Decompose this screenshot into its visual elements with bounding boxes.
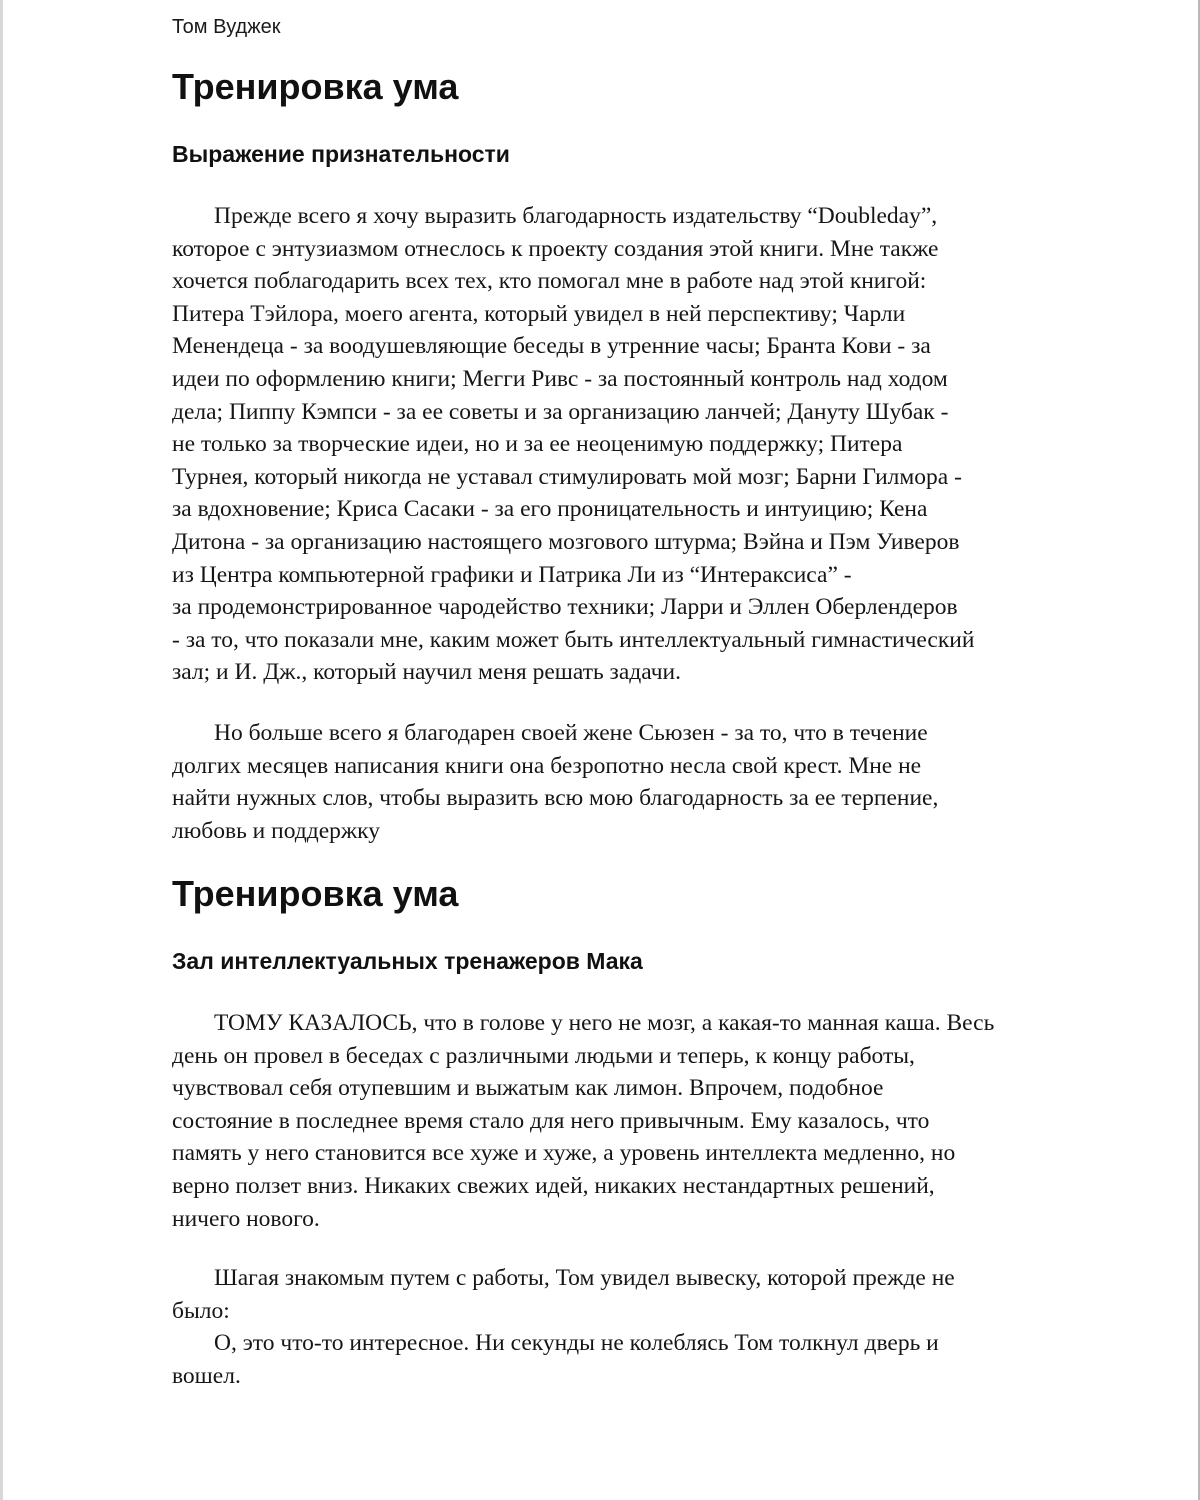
text-line: О, это что-то интересное. Ни секунды не колеблясь Том толкнул дверь и bbox=[214, 1330, 939, 1357]
text-line: Дитона - за организацию настоящего мозгового штурма; Вэйна и Пэм Уиверов bbox=[172, 528, 960, 555]
section-title: Выражение признательности bbox=[172, 141, 510, 167]
text-line: ТОМУ КАЗАЛОСЬ, что в голове у него не мозг, а какая-то манная каша. Весь bbox=[214, 1010, 995, 1036]
text-line: за продемонстрированное чародейство техники; Ларри и Эллен Оберлендеров bbox=[172, 594, 958, 621]
text-line: ничего нового. bbox=[172, 1205, 320, 1232]
running-header-author: Том Вуджек bbox=[172, 16, 281, 38]
text-line: Питера Тэйлора, моего агента, который увидел в ней перспективу; Чарли bbox=[172, 300, 906, 327]
text-line: Но больше всего я благодарен своей жене Сьюзен - за то, что в течение bbox=[214, 720, 928, 746]
text-line: день он провел в беседах с различными людьми и теперь, к концу работы, bbox=[172, 1042, 915, 1069]
chapter-title: Тренировка ума bbox=[172, 66, 459, 107]
text-line: дела; Пиппу Кэмпси - за ее советы и за организацию ланчей; Дануту Шубак - bbox=[172, 398, 949, 425]
text-line: верно ползет вниз. Никаких свежих идей, никаких нестандартных решений, bbox=[172, 1172, 935, 1199]
text-line: - за то, что показали мне, каким может быть интеллектуальный гимнастический bbox=[172, 626, 975, 653]
text-line: не только за творческие идеи, но и за ее неоценимую поддержку; Питера bbox=[172, 431, 903, 458]
text-line: идеи по оформлению книги; Мегги Ривс - за постоянный контроль над ходом bbox=[172, 365, 948, 392]
text-line: долгих месяцев написания книги она безропотно несла свой крест. Мне не bbox=[172, 752, 922, 779]
text-line: Шагая знакомым путем с работы, Том увидел вывеску, которой прежде не bbox=[214, 1265, 955, 1291]
paragraph-wife-thanks bbox=[172, 717, 1092, 847]
text-line: которое с энтузиазмом отнеслось к проекту создания этой книги. Мне также bbox=[172, 235, 939, 262]
text-line: Менендеца - за воодушевляющие беседы в утренние часы; Бранта Кови - за bbox=[172, 333, 931, 360]
paragraph-story-intro bbox=[172, 1007, 1092, 1235]
text-line: любовь и поддержку bbox=[172, 817, 380, 844]
chapter-title: Тренировка ума bbox=[172, 873, 459, 914]
text-line: за вдохновение; Криса Сасаки - за его проницательность и интуицию; Кена bbox=[172, 496, 928, 523]
text-line: чувствовал себя отупевшим и выжатым как лимон. Впрочем, подобное bbox=[172, 1075, 884, 1102]
text-line: из Центра компьютерной графики и Патрика Ли из “Интераксиса” - bbox=[172, 561, 852, 588]
text-line: было: bbox=[172, 1297, 230, 1324]
paragraph-story-sign bbox=[172, 1262, 1092, 1392]
text-line: зал; и И. Дж., который научил меня решать задачи. bbox=[172, 659, 681, 686]
text-line: найти нужных слов, чтобы выразить всю мою благодарность за ее терпение, bbox=[172, 785, 939, 812]
page-left-edge bbox=[0, 0, 3, 1500]
text-line: Турнея, который никогда не уставал стимулировать мой мозг; Барни Гилмора - bbox=[172, 463, 962, 490]
text-line: состояние в последнее время стало для него привычным. Ему казалось, что bbox=[172, 1107, 930, 1134]
text-line: вошел. bbox=[172, 1362, 241, 1389]
paragraph-acknowledgements bbox=[172, 200, 1092, 689]
text-line: хочется поблагодарить всех тех, кто помогал мне в работе над этой книгой: bbox=[172, 268, 927, 295]
section-title: Зал интеллектуальных тренажеров Мака bbox=[172, 948, 643, 974]
text-line: Прежде всего я хочу выразить благодарность издательству “Doubleday”, bbox=[214, 203, 938, 229]
text-line: память у него становится все хуже и хуже, а уровень интеллекта медленно, но bbox=[172, 1140, 956, 1167]
